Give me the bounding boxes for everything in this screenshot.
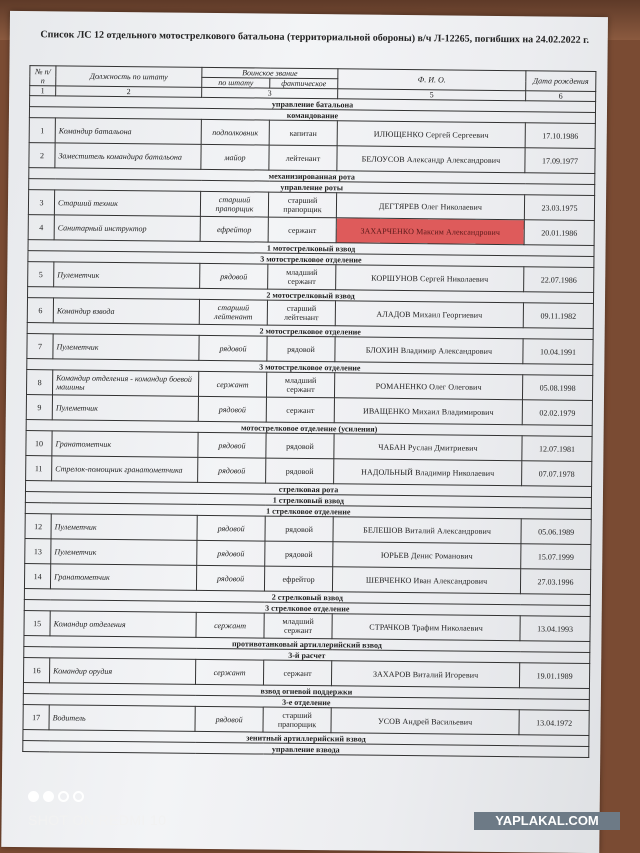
section-heading: 2 мотострелковый взвод bbox=[28, 287, 594, 304]
col-number: 2 bbox=[56, 86, 202, 98]
rank-actual-cell: младший сержант bbox=[268, 264, 336, 290]
section-heading: 1 стрелковый взвод bbox=[25, 492, 591, 509]
section-heading: мотострелковое отделение (усиления) bbox=[26, 420, 592, 437]
row-number: 11 bbox=[26, 456, 52, 481]
section-heading: 3 стрелковое отделение bbox=[24, 600, 590, 617]
birth-date-cell: 13.04.1972 bbox=[519, 710, 589, 736]
header-rank-staff: по штату bbox=[202, 77, 270, 88]
birth-date-cell: 19.01.1989 bbox=[519, 663, 589, 689]
row-number: 12 bbox=[25, 514, 51, 539]
dot-icon bbox=[28, 791, 39, 802]
rank-actual-cell: ефрейтор bbox=[264, 566, 332, 592]
birth-date-cell: 10.04.1991 bbox=[523, 339, 593, 365]
position-cell: Старший техник bbox=[54, 190, 200, 217]
rank-actual-cell: старший прапорщик bbox=[268, 192, 336, 218]
row-number: 16 bbox=[23, 658, 49, 683]
row-number: 1 bbox=[29, 118, 55, 143]
header-num: № п/п bbox=[30, 66, 56, 86]
rank-actual-cell: старший лейтенант bbox=[267, 300, 335, 326]
row-number: 7 bbox=[27, 334, 53, 359]
rank-actual-cell: сержант bbox=[268, 217, 336, 243]
position-cell: Пулеметчик bbox=[51, 539, 197, 566]
section-heading: механизированная рота bbox=[29, 168, 595, 185]
section-heading: 3 мотострелковое отделение bbox=[28, 251, 594, 268]
rank-staff-cell: рядовой bbox=[198, 457, 266, 483]
document-sheet bbox=[1, 11, 608, 853]
position-cell: Пулеметчик bbox=[53, 334, 199, 361]
birth-date-cell: 17.10.1986 bbox=[525, 123, 595, 149]
col-number: 5 bbox=[338, 89, 526, 101]
document-title: Список ЛС 12 отдельного мотострелкового батальона (территориальной обороны) в/ч Л-12265, погибших на 24.02.2022 г. bbox=[40, 29, 590, 46]
section-heading: управление батальона bbox=[30, 96, 596, 113]
position-cell: Стрелок-помощник гранатометчика bbox=[52, 456, 198, 483]
birth-date-cell: 05.08.1998 bbox=[522, 375, 592, 401]
rank-staff-cell: рядовой bbox=[200, 263, 268, 289]
birth-date-cell: 23.03.1975 bbox=[524, 195, 594, 221]
section-heading: 3-й расчет bbox=[24, 647, 590, 664]
table-body bbox=[23, 96, 596, 758]
row-number: 17 bbox=[23, 705, 49, 730]
name-cell: ЧАБАН Руслан Дмитриевич bbox=[334, 434, 522, 461]
section-heading: стрелковая рота bbox=[25, 481, 591, 498]
birth-date-cell: 09.11.1982 bbox=[523, 303, 593, 329]
rank-actual-cell: рядовой bbox=[266, 433, 334, 459]
rank-actual-cell: сержант bbox=[266, 397, 334, 423]
birth-date-cell: 17.09.1977 bbox=[525, 148, 595, 174]
position-cell: Санитарный инструктор bbox=[54, 215, 200, 242]
row-number: 14 bbox=[24, 564, 50, 589]
section-heading: зенитный артиллерийский взвод bbox=[23, 730, 589, 747]
rank-staff-cell: сержант bbox=[196, 612, 264, 638]
header-date: Дата рождения bbox=[526, 71, 596, 92]
section-heading: командование bbox=[29, 107, 595, 124]
position-cell: Пулеметчик bbox=[52, 395, 198, 422]
rank-actual-cell: младший сержант bbox=[266, 372, 334, 398]
camera-indicator-dots bbox=[28, 789, 88, 803]
name-cell: БЕЛОУСОВ Александр Александрович bbox=[337, 146, 525, 173]
casualty-table bbox=[22, 65, 596, 758]
position-cell: Гранатометчик bbox=[52, 431, 198, 458]
row-number: 2 bbox=[29, 143, 55, 168]
rank-staff-cell: майор bbox=[201, 144, 269, 170]
rank-actual-cell: рядовой bbox=[266, 458, 334, 484]
header-rank-actual: фактическое bbox=[270, 78, 338, 89]
col-number: 6 bbox=[526, 91, 596, 102]
row-number: 9 bbox=[26, 395, 52, 420]
section-heading: 2 стрелковый взвод bbox=[24, 589, 590, 606]
position-cell: Гранатометчик bbox=[50, 564, 196, 591]
section-heading: 3 мотострелковое отделение bbox=[27, 359, 593, 376]
watermark: YAPLAKAL.COM bbox=[474, 812, 620, 830]
rank-staff-cell: сержант bbox=[198, 371, 266, 397]
section-heading: 1 мотострелковый взвод bbox=[28, 240, 594, 257]
position-cell: Командир орудия bbox=[49, 658, 195, 685]
rank-actual-cell: сержант bbox=[263, 660, 331, 686]
section-heading: 2 мотострелковое отделение bbox=[27, 323, 593, 340]
rank-staff-cell: старший прапорщик bbox=[200, 191, 268, 217]
row-number: 5 bbox=[28, 262, 54, 287]
rank-staff-cell: сержант bbox=[195, 659, 263, 685]
name-cell: БЕЛЕШОВ Виталий Александрович bbox=[333, 517, 521, 544]
name-cell: СТРАЧКОВ Трафим Николаевич bbox=[332, 614, 520, 641]
section-heading: управление роты bbox=[29, 179, 595, 196]
name-cell: НАДОЛЬНЫЙ Владимир Николаевич bbox=[334, 459, 522, 486]
birth-date-cell: 05.06.1989 bbox=[521, 519, 591, 545]
name-cell: ДЕГТЯРЕВ Олег Николаевич bbox=[336, 193, 524, 220]
row-number: 6 bbox=[27, 298, 53, 323]
position-cell: Командир взвода bbox=[53, 298, 199, 325]
rank-staff-cell: ефрейтор bbox=[200, 216, 268, 242]
name-cell: ЗАХАРОВ Виталий Игоревич bbox=[331, 661, 519, 688]
name-cell: ИВАЩЕНКО Михаил Владимирович bbox=[334, 398, 522, 425]
birth-date-cell: 07.07.1978 bbox=[522, 461, 592, 487]
birth-date-cell: 02.02.1979 bbox=[522, 400, 592, 426]
header-rank-group: Воинское звание bbox=[202, 67, 338, 78]
name-cell: БЛОХИН Владимир Александрович bbox=[335, 337, 523, 364]
rank-actual-cell: рядовой bbox=[265, 516, 333, 542]
position-cell: Водитель bbox=[49, 705, 195, 732]
section-heading: противотанковый артиллерийский взвод bbox=[24, 636, 590, 653]
row-number: 10 bbox=[26, 431, 52, 456]
name-cell: РОМАНЕНКО Олег Олегович bbox=[334, 373, 522, 400]
name-cell: УСОВ Андрей Васильевич bbox=[331, 708, 519, 735]
dot-icon bbox=[73, 791, 84, 802]
rank-staff-cell: рядовой bbox=[197, 515, 265, 541]
rank-actual-cell: лейтенант bbox=[269, 145, 337, 171]
col-number: 3 bbox=[202, 87, 338, 98]
rank-staff-cell: рядовой bbox=[196, 565, 264, 591]
rank-actual-cell: капитан bbox=[269, 120, 337, 146]
camera-caption: SHOT ON REDMI 10 bbox=[28, 812, 167, 828]
rank-staff-cell: старший лейтенант bbox=[199, 299, 267, 325]
name-cell: ШЕВЧЕНКО Иван Александрович bbox=[332, 567, 520, 594]
position-cell: Командир отделения - командир боевой машины bbox=[52, 370, 198, 397]
position-cell: Командир отделения bbox=[50, 611, 196, 638]
dot-icon bbox=[43, 791, 54, 802]
rank-actual-cell: младший сержант bbox=[264, 613, 332, 639]
section-heading: 3-е отделение bbox=[23, 694, 589, 711]
header-position: Должность по штату bbox=[56, 66, 202, 88]
row-number: 3 bbox=[28, 190, 54, 215]
row-number: 4 bbox=[28, 215, 54, 240]
birth-date-cell: 27.03.1996 bbox=[520, 569, 590, 595]
position-cell: Заместитель командира батальона bbox=[55, 143, 201, 170]
rank-actual-cell: рядовой bbox=[265, 541, 333, 567]
section-heading: управление взвода bbox=[23, 741, 589, 758]
name-cell: ЮРЬЕВ Денис Романович bbox=[333, 542, 521, 569]
rank-staff-cell: рядовой bbox=[197, 540, 265, 566]
position-cell: Пулеметчик bbox=[54, 262, 200, 289]
col-number: 1 bbox=[30, 86, 56, 96]
birth-date-cell: 13.04.1993 bbox=[520, 616, 590, 642]
birth-date-cell: 20.01.1986 bbox=[524, 220, 594, 246]
row-number: 13 bbox=[25, 539, 51, 564]
header-fio: Ф. И. О. bbox=[338, 69, 526, 91]
section-heading: взвод огневой поддержки bbox=[23, 683, 589, 700]
row-number: 8 bbox=[26, 370, 52, 395]
name-cell: АЛАДОВ Михаил Георгиевич bbox=[335, 301, 523, 328]
birth-date-cell: 12.07.1981 bbox=[522, 436, 592, 462]
rank-actual-cell: старший прапорщик bbox=[263, 707, 331, 733]
name-cell: ИЛЮЩЕНКО Сергей Сергеевич bbox=[337, 121, 525, 148]
row-number: 15 bbox=[24, 611, 50, 636]
birth-date-cell: 22.07.1986 bbox=[524, 267, 594, 293]
rank-staff-cell: подполковник bbox=[201, 119, 269, 145]
rank-staff-cell: рядовой bbox=[198, 432, 266, 458]
rank-staff-cell: рядовой bbox=[198, 396, 266, 422]
section-heading: 1 стрелковое отделение bbox=[25, 503, 591, 520]
rank-actual-cell: рядовой bbox=[267, 336, 335, 362]
rank-staff-cell: рядовой bbox=[195, 706, 263, 732]
name-cell: КОРШУНОВ Сергей Николаевич bbox=[336, 265, 524, 292]
name-cell: ЗАХАРЧЕНКО Максим Александрович bbox=[336, 218, 524, 245]
position-cell: Пулеметчик bbox=[51, 514, 197, 541]
position-cell: Командир батальона bbox=[55, 118, 201, 145]
dot-icon bbox=[58, 791, 69, 802]
rank-staff-cell: рядовой bbox=[199, 335, 267, 361]
birth-date-cell: 15.07.1999 bbox=[521, 544, 591, 570]
